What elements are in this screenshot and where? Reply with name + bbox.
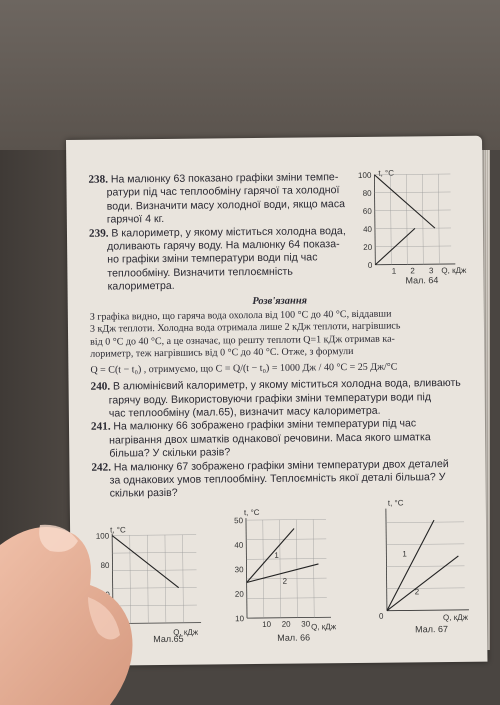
problem-line: нагрівання двох шматків однакової речовини. Маса якого шматка xyxy=(109,430,431,447)
problem-number: 238. xyxy=(88,173,109,186)
figure-caption: Мал.65 xyxy=(153,633,184,644)
problem-number: 240. xyxy=(90,380,111,393)
y-axis xyxy=(246,518,247,618)
problem-line: В алюмінієвий калориметр, у якому міститься холодна вода, вливають xyxy=(112,376,461,393)
hand-thumb xyxy=(0,515,160,705)
problem-line: гарячої 4 кг. xyxy=(106,213,165,226)
y-axis xyxy=(374,175,375,265)
series-1 xyxy=(246,529,295,583)
problem-line: На малюнку 63 показано графіки зміни темпе- xyxy=(110,171,339,186)
problem-line: На малюнку 67 зображено графіки зміни температури двох деталей xyxy=(113,457,449,474)
y-tick-label: 60 xyxy=(362,206,372,216)
grid-line xyxy=(246,519,326,520)
problem-242 xyxy=(91,457,471,501)
y-tick-label: 30 xyxy=(234,565,244,575)
axis-label-x: Q, кДж xyxy=(311,622,337,632)
figure-caption: Мал. 64 xyxy=(405,275,439,285)
grid-line xyxy=(386,544,464,545)
y-tick-label: 80 xyxy=(362,188,372,198)
series-label-1: 1 xyxy=(402,549,407,559)
problem-line: калориметра. xyxy=(107,280,175,293)
y-tick-label: 20 xyxy=(363,242,373,252)
grid-line xyxy=(246,539,326,540)
figure-caption: Мал. 67 xyxy=(415,624,449,635)
axis-label-x: Q, кДж xyxy=(441,265,467,276)
x-tick-label: 2 xyxy=(410,266,415,276)
problem-line: ратури під час теплообміну гарячої та холодної xyxy=(106,184,340,199)
problem-239 xyxy=(89,225,358,295)
x-tick-label: 1 xyxy=(391,266,397,276)
y-tick-label: 80 xyxy=(100,560,110,570)
figure-66 xyxy=(230,505,351,646)
grid-line xyxy=(406,174,407,264)
axis-label-y: t, °C xyxy=(378,168,395,178)
problem-line: но графіки зміни температури води під час xyxy=(107,251,318,267)
problem-line: гарячу воду. Використовуючи графіки зміни температури води під xyxy=(108,390,432,407)
y-tick-label: 50 xyxy=(234,516,244,526)
y-tick-label: 100 xyxy=(95,531,110,541)
solution-line: З графіка видно, що гаряча вода охолола від 100 °С до 40 °С, віддавши xyxy=(89,308,392,323)
y-tick-label: 10 xyxy=(235,614,245,624)
problem-number: 239. xyxy=(88,227,109,240)
problem-241 xyxy=(91,417,471,461)
solution-line: 3 кДж теплоти. Холодна вода отримала лише 2 кДж теплоти, нагрівшись xyxy=(89,320,401,336)
grid-line xyxy=(296,520,297,618)
grid-line xyxy=(247,598,327,599)
y-tick-label: 40 xyxy=(362,224,372,234)
solution-line: від 0 °С до 40 °С, а це означає, що решту теплоти Q=1 кДж отримав ка- xyxy=(90,333,395,348)
problem-line: води. Визначити масу холодної води, якщо маса xyxy=(106,197,346,213)
y-tick-label: 20 xyxy=(234,589,244,599)
grid-line xyxy=(246,558,326,559)
problem-240 xyxy=(91,377,471,421)
solution-text xyxy=(90,308,471,377)
grid-line xyxy=(375,210,451,211)
y-axis xyxy=(386,509,387,611)
axis-label-y: t, °C xyxy=(110,525,126,535)
series-1 xyxy=(386,520,435,610)
grid-line xyxy=(438,174,439,264)
solution-formula: Q = C(t − t₀) , отримуємо, що C = Q/(t − t₀) = 1000 Дж / 40 °С = 25 Дж/°С xyxy=(90,361,398,376)
problem-line: скільки разів? xyxy=(109,487,178,500)
series-label-1: 1 xyxy=(274,550,279,560)
grid-line xyxy=(386,566,464,567)
problem-line: На малюнку 66 зображено графіки зміни температури під час xyxy=(113,417,417,433)
problem-238 xyxy=(88,171,357,227)
series-label-2: 2 xyxy=(282,576,288,586)
series-2 xyxy=(386,556,459,611)
figure-caption: Мал. 66 xyxy=(277,632,311,643)
grid-line xyxy=(165,535,166,623)
origin-label: 0 xyxy=(378,611,384,621)
axis-label-x: Q, кДж xyxy=(173,627,199,637)
problem-line: теплообміну. Визначити теплоємність xyxy=(107,265,293,280)
solution-title: Розв'язання xyxy=(252,295,308,307)
problem-line: час теплообміну (мал.65), визначит масу калориметра. xyxy=(108,404,381,420)
problem-line: більша? У скільки разів? xyxy=(109,446,231,460)
series-label-2: 2 xyxy=(414,587,420,597)
grid-line xyxy=(375,192,451,193)
figure-67 xyxy=(370,496,483,637)
x-tick-label: 20 xyxy=(281,619,291,629)
solution-line: лориметр, теж нагрівшись від 0 °С до 40 °С. Отже, з формули xyxy=(90,346,354,361)
series-hot-water xyxy=(374,174,435,229)
problem-line: за однакових умов теплообміну. Теплоємність якої деталі більша? У xyxy=(109,470,446,487)
x-tick-label: 30 xyxy=(301,619,311,629)
grid-line xyxy=(263,520,264,618)
problem-line: В калориметр, у якому міститься холодна вода, xyxy=(111,224,346,240)
grid-line xyxy=(375,228,451,229)
axis-label-x: Q, кДж xyxy=(442,612,469,623)
grid-line xyxy=(422,174,423,264)
y-tick-label: 100 xyxy=(357,170,372,180)
figure-64 xyxy=(356,166,467,285)
grid-line xyxy=(386,522,464,523)
x-axis xyxy=(387,610,469,611)
grid-line xyxy=(280,520,281,618)
axis-label-y: t, °C xyxy=(243,507,260,518)
problem-number: 241. xyxy=(90,420,111,434)
grid-line xyxy=(313,519,314,617)
grid-line xyxy=(183,535,184,623)
grid-line xyxy=(375,246,451,247)
x-axis xyxy=(247,617,331,618)
x-tick-label: 3 xyxy=(428,266,434,276)
problem-line: доливають гарячу воду. На малюнку 64 показа- xyxy=(107,238,340,253)
background-wall xyxy=(0,0,500,150)
x-axis xyxy=(375,264,455,265)
x-tick-label: 10 xyxy=(262,619,272,629)
y-tick-label: 0 xyxy=(367,260,373,270)
problem-number: 242. xyxy=(91,461,112,474)
y-tick-label: 40 xyxy=(234,540,244,550)
axis-label-y: t, °C xyxy=(387,498,404,508)
